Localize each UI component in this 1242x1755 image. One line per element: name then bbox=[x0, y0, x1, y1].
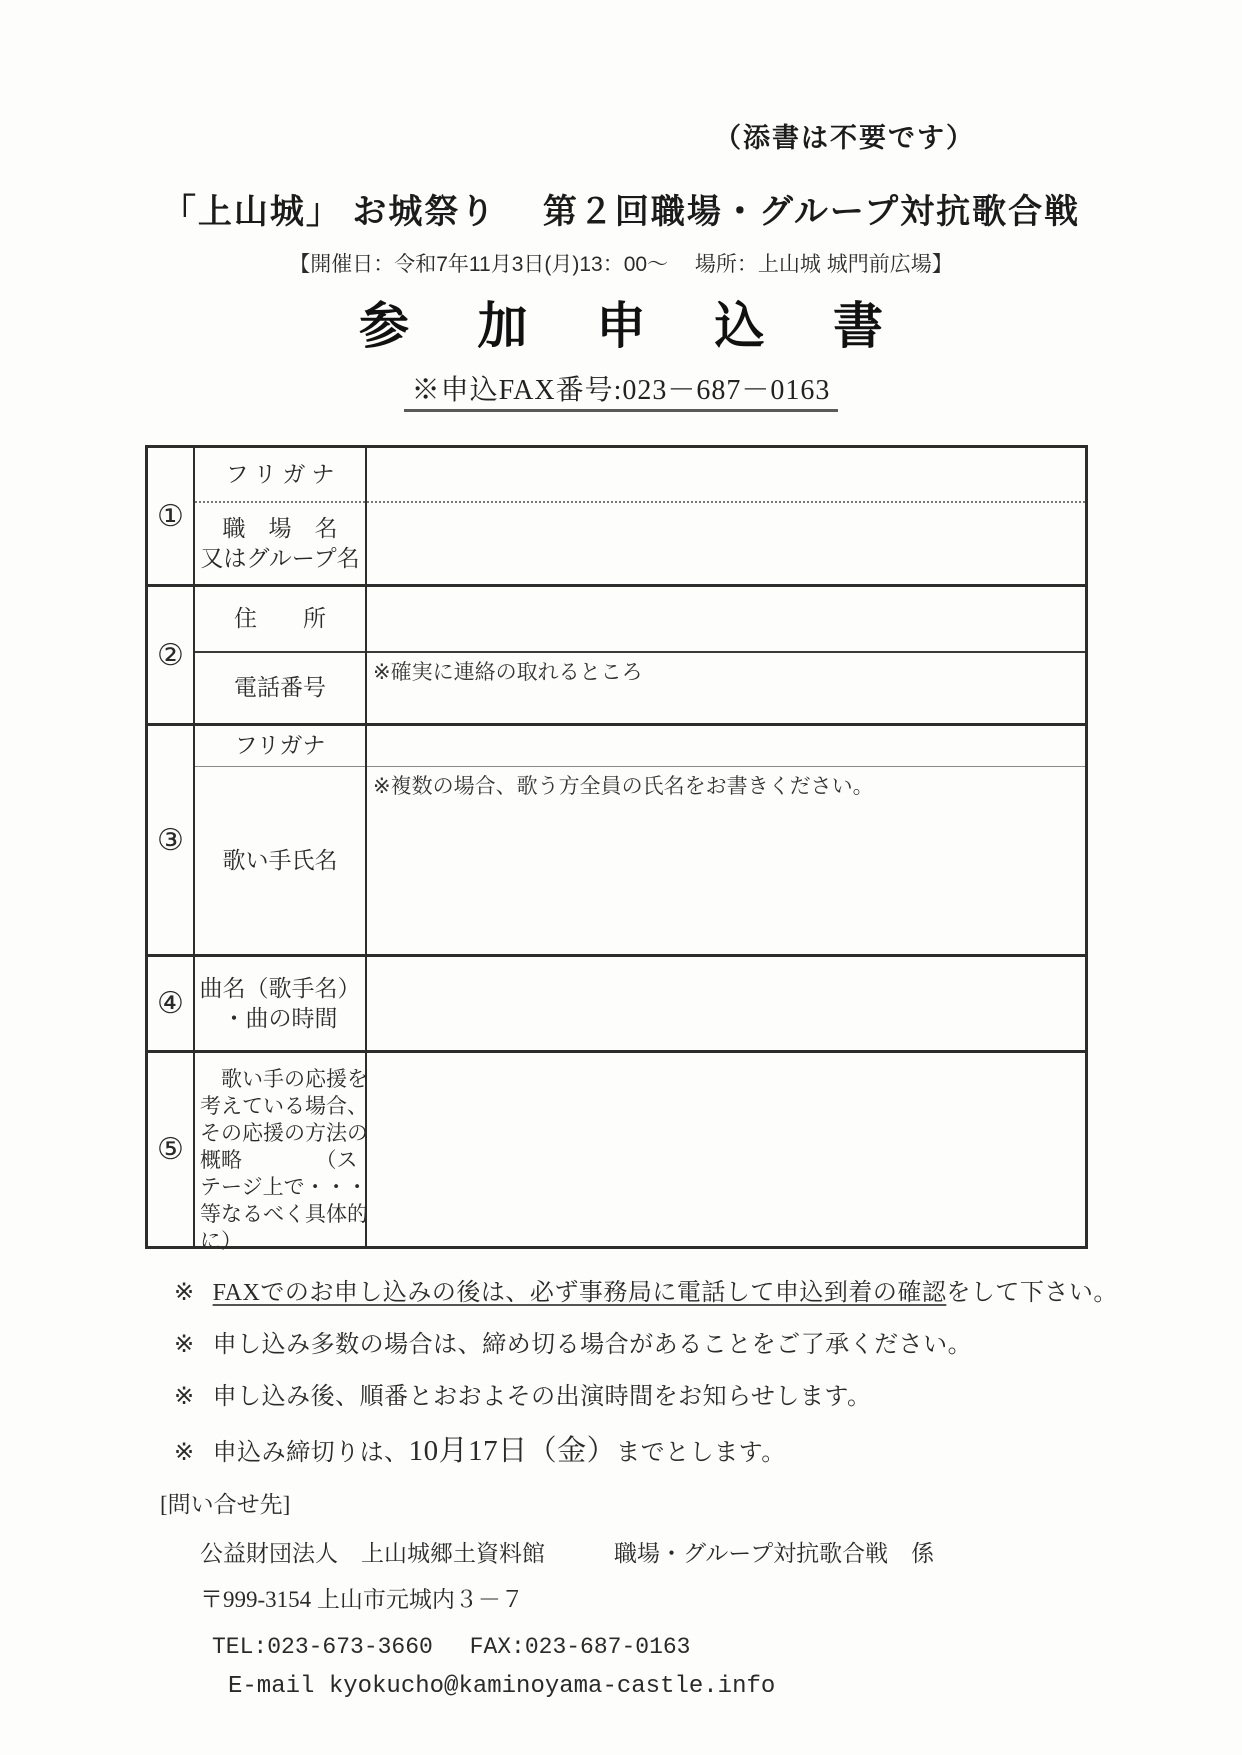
application-table bbox=[145, 445, 1088, 1253]
note-schedule: ※ 申し込み後、順番とおおよその出演時間をお知らせします。 bbox=[174, 1384, 872, 1410]
group-name-input-field[interactable] bbox=[367, 503, 1085, 584]
row-number-2: ② bbox=[148, 587, 195, 723]
form-title: 参 加 申 込 書 bbox=[359, 298, 911, 354]
address-input-field[interactable] bbox=[367, 587, 1085, 653]
row-1-labels bbox=[195, 448, 367, 584]
footer-section bbox=[0, 1272, 1242, 1700]
row-number-3: ③ bbox=[148, 726, 195, 954]
furigana-label: フリガナ bbox=[195, 448, 365, 503]
address-label: 住 所 bbox=[195, 587, 365, 653]
deadline-date: 10月17日（金） bbox=[408, 1435, 617, 1467]
contact-organization: 公益財団法人 上山城郷土資料館 職場・グループ対抗歌合戦 係 bbox=[200, 1541, 935, 1566]
song-title-input-field[interactable] bbox=[367, 957, 1085, 1050]
contact-postal-address: 〒999-3154 上山市元城内３－７ bbox=[200, 1587, 524, 1612]
inquiry-header: [問い合せ先] bbox=[160, 1492, 291, 1517]
note-deadline: ※ 申込み締切りは、10月17日（金）までとします。 bbox=[174, 1435, 786, 1467]
row-2-labels bbox=[195, 587, 367, 723]
singer-name-note: ※複数の場合、歌う方全員の氏名をお書きください。 bbox=[373, 775, 874, 798]
note-capacity: ※ 申し込み多数の場合は、締め切る場合があることをご了承ください。 bbox=[174, 1332, 973, 1358]
row-2-inputs bbox=[367, 587, 1085, 723]
phone-input-field[interactable] bbox=[367, 653, 1085, 723]
group-name-label: 職 場 名 又はグループ名 bbox=[200, 515, 360, 571]
event-title: 「上山城」 お城祭り 第２回職場・グループ対抗歌合戦 bbox=[161, 194, 1081, 231]
contact-tel-fax: TEL:023-673-3660 FAX:023-687-0163 bbox=[212, 1634, 691, 1660]
song-title-label: 曲名（歌手名） ・曲の時間 bbox=[195, 957, 367, 1050]
note-fax-confirmation: ※ FAXでのお申し込みの後は、必ず事務局に電話して申込到着の確認をして下さい。 bbox=[174, 1280, 1118, 1306]
singer-furigana-label: フリガナ bbox=[195, 726, 365, 767]
singer-name-input-field[interactable] bbox=[367, 767, 1085, 954]
singer-furigana-input-field[interactable] bbox=[367, 726, 1085, 767]
fax-number-line: ※申込FAX番号:023－687－0163 bbox=[404, 368, 839, 412]
row-number-1: ① bbox=[148, 448, 195, 584]
fax-number-line-wrap bbox=[0, 368, 1242, 412]
table-row-5 bbox=[148, 1053, 1085, 1253]
table-row-3 bbox=[148, 726, 1085, 957]
table-row-1 bbox=[148, 448, 1085, 587]
cheering-plan-label: 歌い手の応援を 考えている場合、 その応援の方法の 概略 （ス テージ上で・・・ 等なるべく具体的 に） bbox=[195, 1053, 367, 1246]
event-date-place: 【開催日：令和7年11月3日(月)13：00～ 場所：上山城 城門前広場】 bbox=[289, 253, 953, 276]
phone-label: 電話番号 bbox=[234, 675, 326, 700]
phone-note: ※確実に連絡の取れるところ bbox=[373, 661, 643, 684]
singer-name-label: 歌い手氏名 bbox=[222, 847, 338, 873]
table-row-2 bbox=[148, 587, 1085, 726]
cover-sheet-note: （添書は不要です） bbox=[714, 123, 975, 153]
contact-email: E-mail kyokucho@kaminoyama-castle.info bbox=[228, 1673, 776, 1700]
cheering-plan-input-field[interactable] bbox=[367, 1053, 1085, 1246]
row-number-5: ⑤ bbox=[148, 1053, 195, 1246]
table-row-4 bbox=[148, 957, 1085, 1053]
furigana-input-field[interactable] bbox=[367, 448, 1085, 503]
row-1-inputs bbox=[367, 448, 1085, 584]
row-3-inputs bbox=[367, 726, 1085, 954]
row-number-4: ④ bbox=[148, 957, 195, 1050]
row-3-labels bbox=[195, 726, 367, 954]
